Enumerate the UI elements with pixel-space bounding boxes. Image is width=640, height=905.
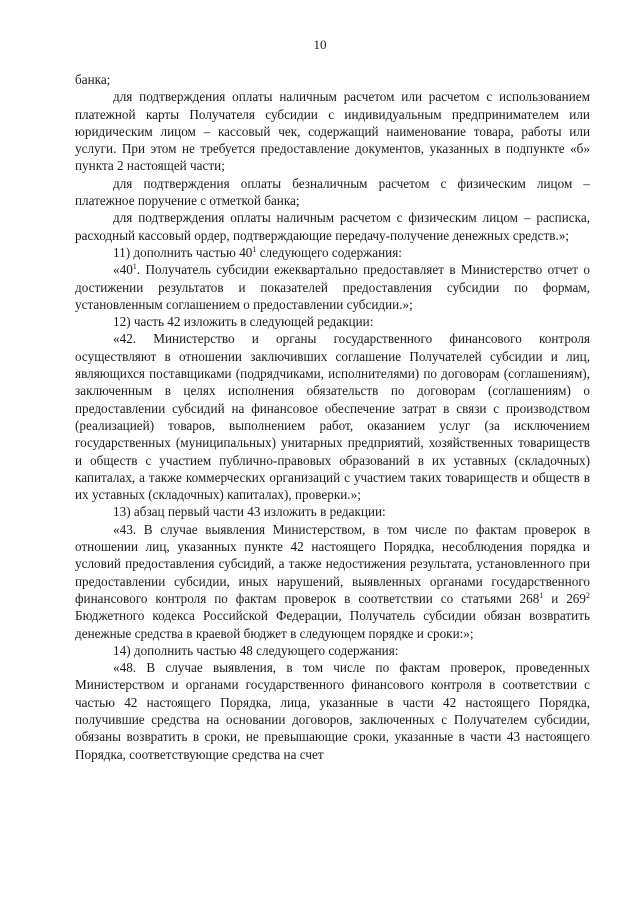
paragraph: 14) дополнить частью 48 следующего содержания: bbox=[113, 642, 399, 658]
paragraph: для подтверждения оплаты безналичным расчетом с физическим лицом – платежное поручение с отметкой банка; bbox=[75, 175, 590, 209]
document-body bbox=[75, 71, 590, 763]
superscript: 1 bbox=[132, 262, 137, 272]
paragraph: 13) абзац первый части 43 изложить в редакции: bbox=[113, 504, 386, 520]
text-run: «43. В случае выявления Министерством, в том числе по фактам проверок в отношении лиц, указанных пункте 42 настоящего Порядка, несоблюдения порядка и условий предоставления субсидий, а также недостижения результата, установленного при предоставлении субсидии, иных нарушений, выявленных органами государственного финансового контроля по фактам проверок в соответствии со статьями 268 bbox=[75, 521, 590, 606]
page-number: 10 bbox=[313, 37, 327, 52]
superscript: 1 bbox=[252, 244, 257, 254]
paragraph bbox=[75, 244, 590, 261]
paragraph bbox=[75, 261, 590, 313]
text-run: Бюджетного кодекса Российской Федерации, Получатель субсидии обязан возвратить денежные средства в краевой бюджет в следующем порядке и сроки:»; bbox=[75, 608, 590, 641]
paragraph: 12) часть 42 изложить в следующей редакции: bbox=[113, 314, 374, 330]
paragraph: «48. В случае выявления, в том числе по фактам проверок, проведенных Министерством и органами государственного финансового контроля в соответствии с частью 42 настоящего Порядка, лица, указанные в части 42 настоящего Порядка, получившие средства на основании договоров, заключенных с Получателем субсидии, обязаны возвратить в сроки, не превышающие сроки, указанные в части 43 настоящего Порядка, соответствующие средства на счет bbox=[75, 660, 590, 762]
paragraph: для подтверждения оплаты наличным расчетом или расчетом с использованием платежной карты Получателя субсидии с индивидуальным предпринимателем или юридическим лицом – кассовый чек, содержащий наименование товара, работы или услуги. При этом не требуется предоставление документов, указанных в подпункте «б» пункта 2 настоящей части; bbox=[75, 89, 590, 174]
text-run: . Получатель субсидии ежеквартально предоставляет в Министерство отчет о достижении результатов и показателей предоставления субсидии по формам, установленным соглашением о предоставлении субсидии.»; bbox=[75, 262, 590, 312]
text-run: 11) дополнить частью 40 bbox=[113, 244, 253, 260]
paragraph: «42. Министерство и органы государственного финансового контроля осуществляют в отношении заключивших соглашение Получателей субсидии и лиц, являющихся поставщиками (подрядчиками, исполнителями) по договорам (соглашениям), заключенным в целях исполнения обязательств по договорам (соглашениям) о предоставлении субсидий на финансовое обеспечение затрат в связи с производством (реализацией) товаров, выполнением работ, оказанием услуг (за исключением государственных (муниципальных) унитарных предприятий, хозяйственных товариществ и обществ с участием публично-правовых образований в их уставных (складочных) капиталах, а также коммерческих организаций с участием таких товариществ и обществ в их уставных (складочных) капиталах), проверки.»; bbox=[75, 331, 590, 503]
text-run: «40 bbox=[113, 262, 133, 278]
paragraph bbox=[75, 521, 590, 642]
superscript: 2 bbox=[586, 590, 590, 600]
text-run: и 269 bbox=[543, 590, 586, 606]
paragraph: для подтверждения оплаты наличным расчетом с физическим лицом – расписка, расходный кассовый ордер, подтверждающие передачу-получение денежных средств.»; bbox=[75, 210, 590, 243]
text-run: следующего содержания: bbox=[256, 244, 402, 260]
paragraph: банка; bbox=[75, 72, 111, 87]
superscript: 1 bbox=[539, 590, 544, 600]
